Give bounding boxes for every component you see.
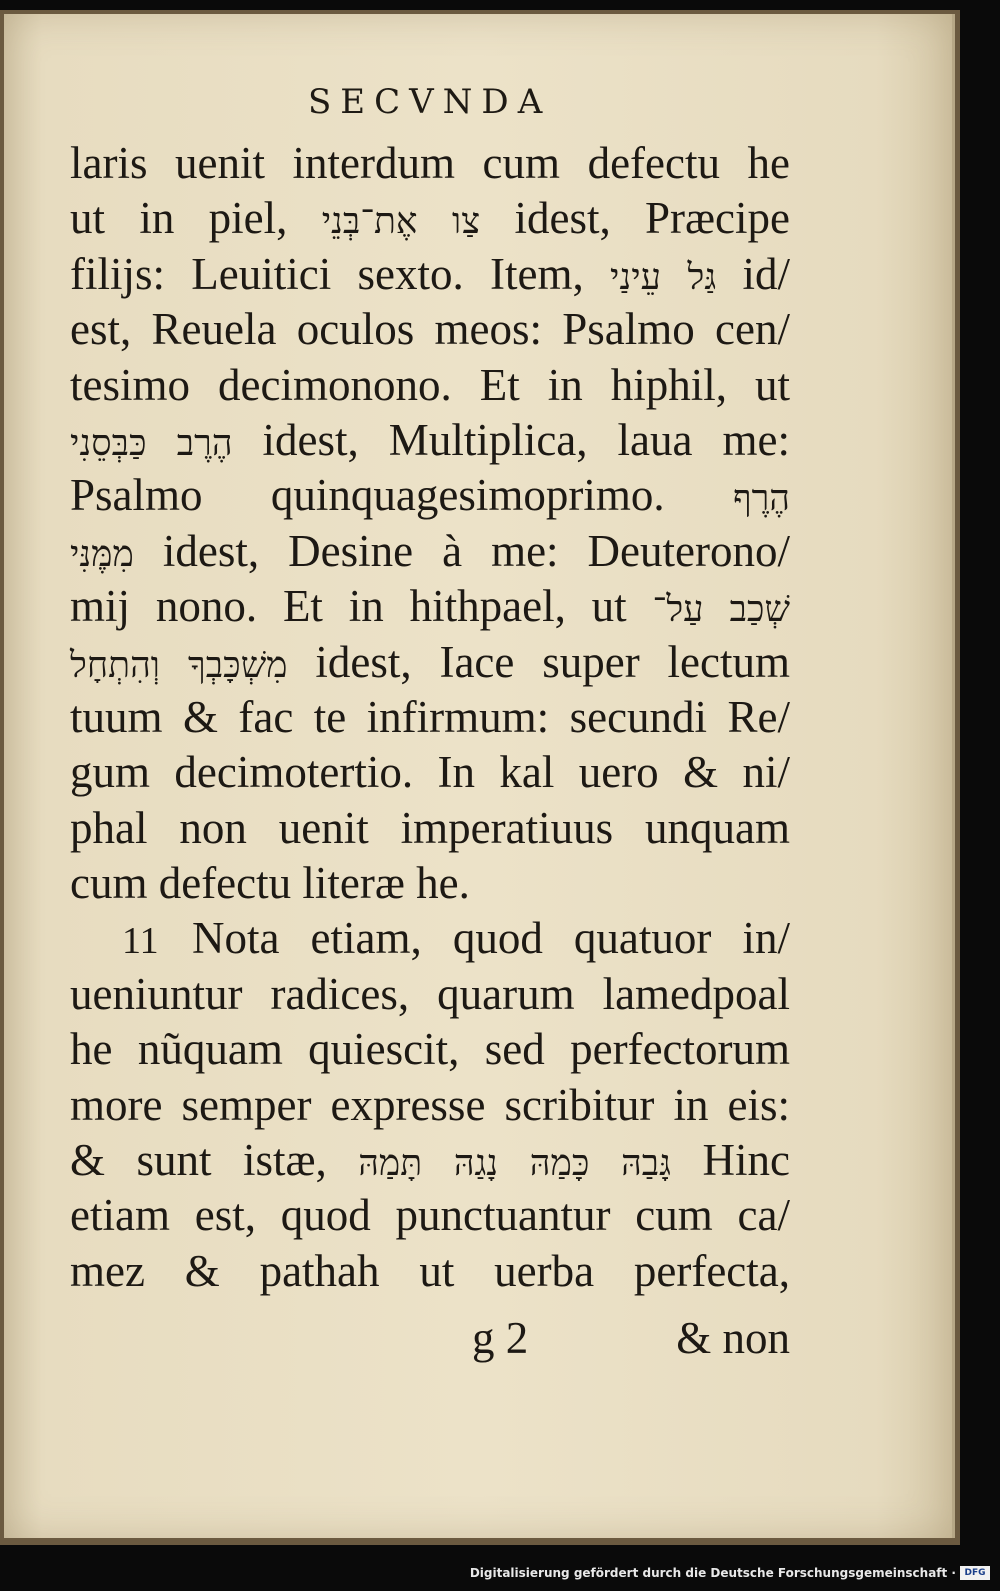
- book-page: [4, 14, 955, 1538]
- text-block: [70, 136, 790, 1299]
- text-line: [70, 191, 790, 246]
- text-line: [70, 856, 790, 911]
- hebrew-word: מִשְׁכָּבְךָ וְהִתְחָל: [70, 644, 288, 686]
- line-text: phal non uenit imperatiuus unquam: [70, 802, 790, 853]
- page-footer: [70, 1312, 790, 1368]
- signature-mark: g 2: [472, 1313, 529, 1363]
- line-text: gum decimotertio. In kal uero & ni/: [70, 747, 790, 798]
- line-text-after-hebrew: Hinc: [671, 1135, 790, 1186]
- text-line: [70, 136, 790, 191]
- text-line: [70, 468, 790, 523]
- line-text-before-hebrew: mij nono. Et in hithpael, ut: [70, 581, 653, 632]
- line-text: tesimo decimonono. Et in hiphil, ut: [70, 359, 790, 410]
- text-line: [70, 690, 790, 745]
- hebrew-word: הֶרֶף: [732, 478, 790, 520]
- text-line: [70, 413, 790, 468]
- hebrew-word: גָּבַהּ כָּמַהּ נָגַהּ תָּמַהּ: [358, 1143, 672, 1185]
- text-line: [70, 1078, 790, 1133]
- paragraph-number: 11: [122, 920, 159, 963]
- text-line: [70, 1133, 790, 1188]
- text-line: [70, 801, 790, 856]
- text-line: [70, 579, 790, 634]
- hebrew-word: צַו אֶת־בְּנֵי: [321, 201, 481, 243]
- line-text: est, Reuela oculos meos: Psalmo cen/: [70, 304, 790, 355]
- text-line: [70, 302, 790, 357]
- text-line: [70, 1022, 790, 1077]
- line-text: tuum & fac te infirmum: secundi Re/: [70, 691, 790, 742]
- dfg-logo: DFG: [960, 1566, 990, 1580]
- line-text-before-hebrew: filijs: Leuitici sexto. Item,: [70, 248, 611, 299]
- text-line: [70, 745, 790, 800]
- text-line: [70, 967, 790, 1022]
- line-text: ueniuntur radices, quarum lamedpoal: [70, 968, 790, 1019]
- digitization-credit: [470, 1561, 990, 1585]
- line-text-before-hebrew: & sunt istæ,: [70, 1135, 359, 1186]
- text-line: [70, 911, 790, 966]
- credit-text: Digitalisierung gefördert durch die Deutsche Forschungsgemeinschaft ·: [469, 1566, 956, 1580]
- text-line: [70, 524, 790, 579]
- line-text: Nota etiam, quod quatuor in/: [192, 913, 790, 964]
- hebrew-word: הֶרֶב כַּבְּסֵנִי: [70, 422, 233, 464]
- line-text-after-hebrew: idest, Iace super lectum: [287, 636, 791, 687]
- hebrew-word: גַּל עֵינַי: [610, 256, 717, 298]
- text-line: [70, 635, 790, 690]
- line-text-before-hebrew: ut in piel,: [70, 193, 322, 244]
- hebrew-word: מִמֶּנִּי: [70, 533, 134, 575]
- line-text-after-hebrew: idest, Præcipe: [480, 193, 791, 244]
- text-line: [70, 1244, 790, 1299]
- line-text: mez & pathah ut uerba perfecta,: [70, 1245, 790, 1296]
- text-line: [70, 358, 790, 413]
- line-text: cum defectu literæ he.: [70, 858, 470, 909]
- catchword: & non: [676, 1313, 790, 1363]
- text-line: [70, 247, 790, 302]
- hebrew-word: שְׁכַב עַל־: [652, 589, 790, 631]
- line-text-before-hebrew: Psalmo quinquagesimoprimo.: [70, 470, 733, 521]
- text-line: [70, 1188, 790, 1243]
- line-text: more semper expresse scribitur in eis:: [70, 1079, 790, 1130]
- line-text: laris uenit interdum cum defectu he: [70, 138, 790, 188]
- line-text-after-hebrew: idest, Multiplica, laua me:: [232, 414, 790, 465]
- running-head: SECVNDA: [308, 82, 552, 122]
- line-text: etiam est, quod punctuantur cum ca/: [70, 1190, 790, 1241]
- line-text-after-hebrew: id/: [716, 248, 791, 299]
- line-text-after-hebrew: idest, Desine à me: Deuterono/: [133, 525, 790, 576]
- line-text: he nũquam quiescit, sed perfectorum: [70, 1024, 790, 1075]
